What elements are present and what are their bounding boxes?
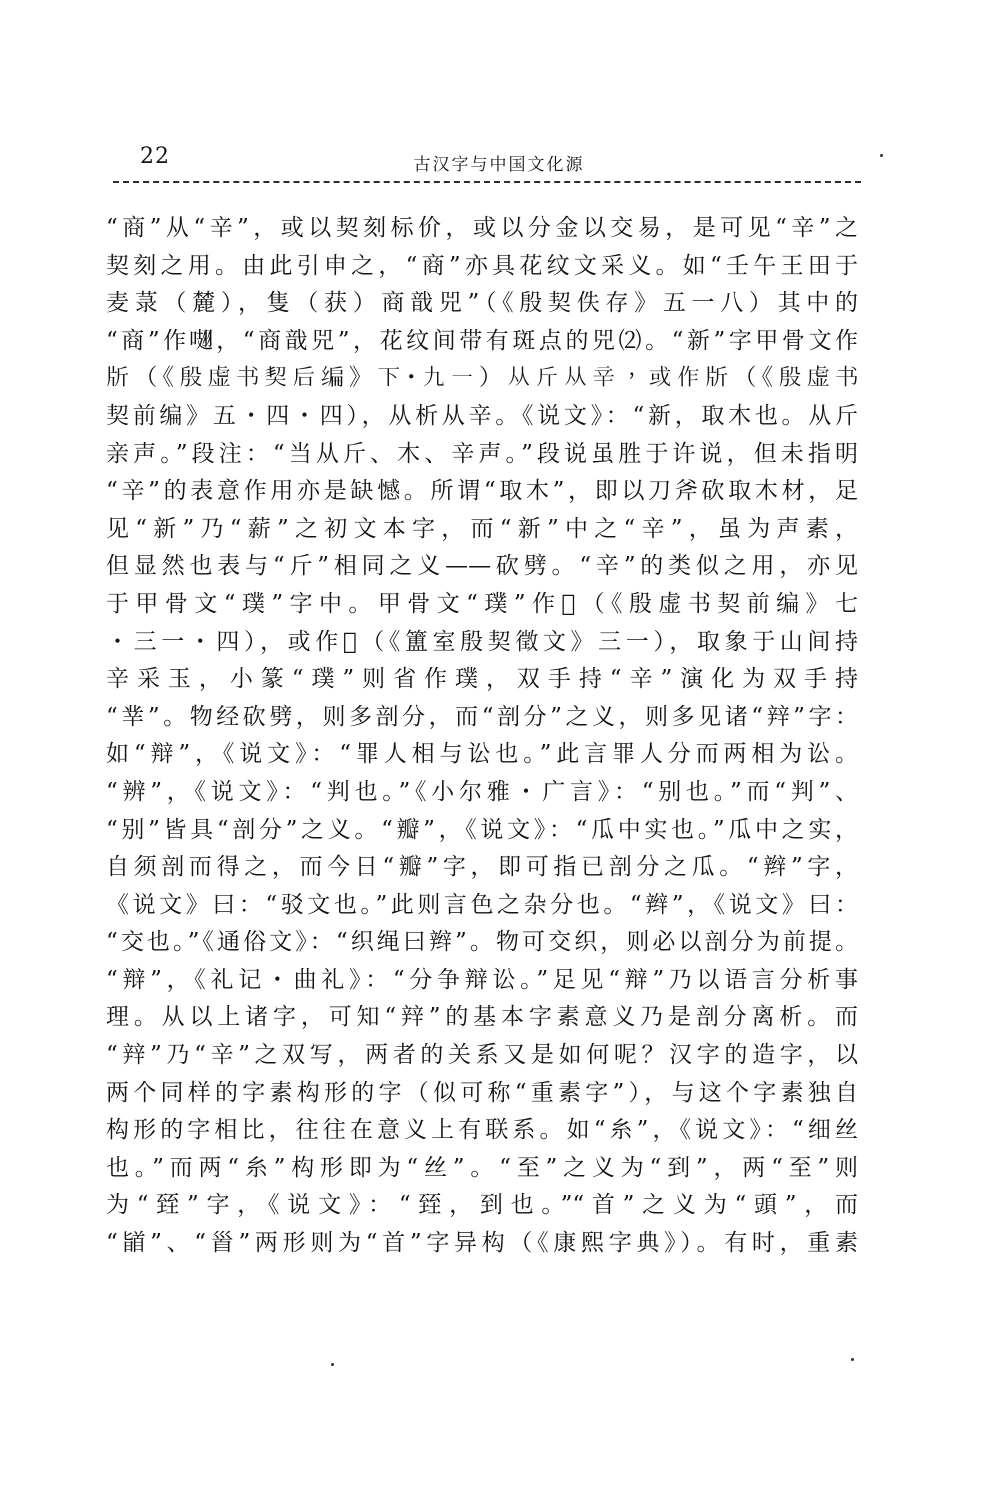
- text-line: 亲声。”段注：“当从斤、木、辛声。”段说虽胜于许说，但未指明: [106, 440, 858, 467]
- text-line: “别”皆具“剖分”之义。“瓣”，《说文》：“瓜中实也。”瓜中之实，: [106, 816, 858, 843]
- text-line: “辩”，《礼记・曲礼》：“分争辩讼。”足见“辩”乃以语言分析事: [106, 966, 858, 993]
- text-line: “辛”的表意作用亦是缺憾。所谓“取木”，即以刀斧砍取木材，足: [106, 478, 858, 505]
- text-line: “商”从“辛”，或以契刻标价，或以分金以交易，是可见“辛”之: [106, 215, 858, 241]
- header-rule: [113, 181, 861, 183]
- text-line: 《说文》曰：“驳文也。”此则言色之杂分也。“辫”，《说文》曰：: [106, 891, 858, 918]
- text-line: “䭫”、“𩠐”两形则为“首”字异构（《康熙字典》）。有时，重素: [106, 1230, 858, 1257]
- text-line: ・三一・四），或作𤩁（《簠室殷契徵文》三一），取象于山间持: [106, 628, 858, 655]
- text-line: “辨”，《说文》：“判也。”《小尔雅・广言》：“别也。”而“判”、: [106, 778, 858, 805]
- text-line: 麦菉（麓），隻（获）商戠兕”（《殷契佚存》五一八）其中的: [106, 290, 858, 317]
- scan-speck: [851, 1358, 854, 1361]
- text-line: 为“臸”字，《说文》：“臸，到也。”“首”之义为“頭”，而: [106, 1192, 858, 1219]
- page-number: 22: [140, 144, 170, 169]
- text-line: 𣂔（《殷虚书契后编》下・九一）从斤从辛，或作𣂔（《殷虚书: [106, 365, 858, 392]
- scan-speck: [331, 1363, 334, 1366]
- text-line: 于甲骨文“璞”字中。甲骨文“璞”作𤩁（《殷虚书契前编》七: [106, 590, 858, 617]
- text-line: “商”作𠺏，“商戠兕”，花纹间带有斑点的兕⑵。“新”字甲骨文作: [106, 327, 858, 354]
- text-line: 理。从以上诸字，可知“辡”的基本字素意义乃是剖分离析。而: [106, 1004, 858, 1031]
- text-line: 契刻之用。由此引申之，“商”亦具花纹文采义。如“壬午王田于: [106, 252, 858, 279]
- text-line: 见“新”乃“薪”之初文本字，而“新”中之“辛”，虽为声素，: [106, 515, 858, 542]
- text-line: “丵”。物经砍劈，则多剖分，而“剖分”之义，则多见诸“辡”字：: [106, 703, 858, 730]
- text-line: 辛采玉，小篆“璞”则省作璞，双手持“辛”演化为双手持: [106, 666, 858, 693]
- text-line: 但显然也表与“斤”相同之义——砍劈。“辛”的类似之用，亦见: [106, 553, 858, 580]
- scan-speck: [880, 154, 883, 157]
- text-line: 契前编》五・四・四），从析从辛。《说文》：“新，取木也。从斤: [106, 402, 858, 429]
- text-line: 两个同样的字素构形的字（似可称“重素字”），与这个字素独自: [106, 1079, 858, 1106]
- text-line: 构形的字相比，往往在意义上有联系。如“糸”，《说文》：“细丝: [106, 1117, 858, 1144]
- text-line: 也。”而两“糸”构形即为“丝”。“至”之义为“到”，两“至”则: [106, 1154, 858, 1181]
- running-title: 古汉字与中国文化源: [413, 155, 585, 175]
- text-line: “辡”乃“辛”之双写，两者的关系又是如何呢？汉字的造字，以: [106, 1042, 858, 1069]
- text-line: 自须剖而得之，而今日“瓣”字，即可指已剖分之瓜。“辫”字，: [106, 854, 858, 881]
- text-line: 如“辩”，《说文》：“罪人相与讼也。”此言罪人分而两相为讼。: [106, 741, 858, 768]
- body-text: [106, 210, 858, 1263]
- text-line: “交也。”《通俗文》：“织绳曰辫”。物可交织，则必以剖分为前提。: [106, 929, 858, 956]
